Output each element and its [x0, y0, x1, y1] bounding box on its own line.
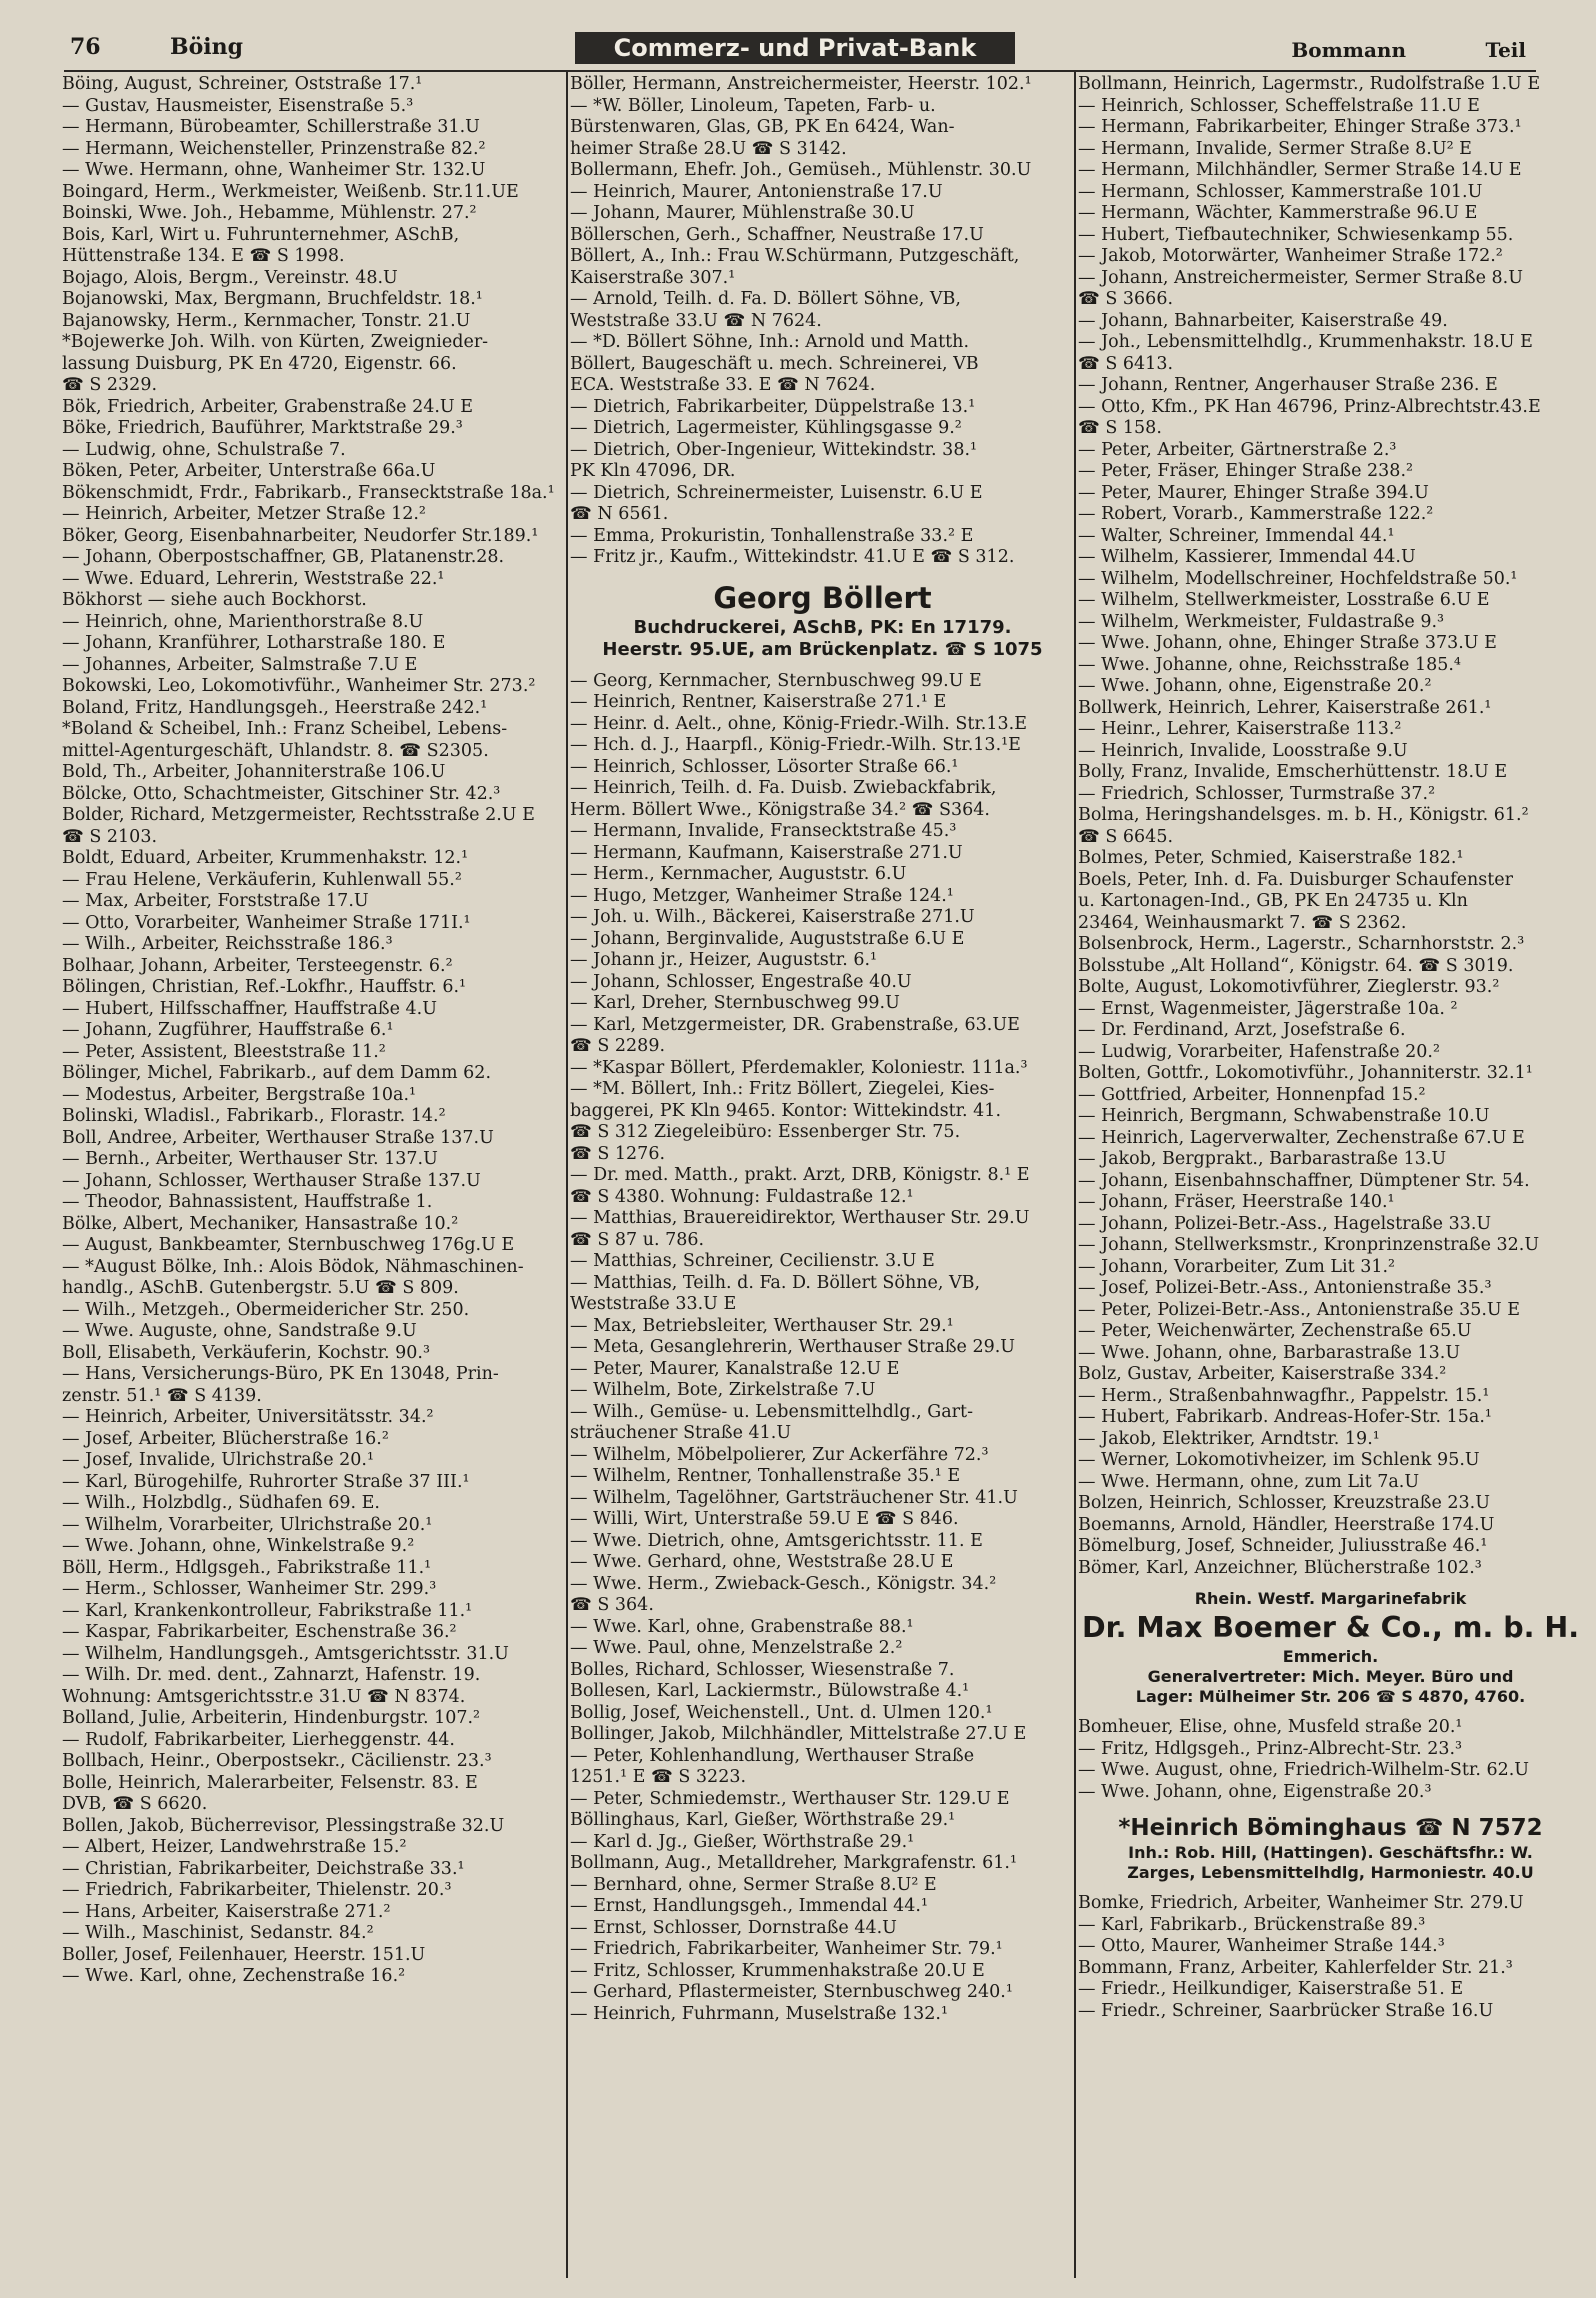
directory-entry: — Theodor, Bahnassistent, Hauffstraße 1. [62, 1192, 433, 1212]
directory-entry: Böllert, A., Inh.: Frau W.Schürmann, Putzgeschäft, [570, 246, 1020, 266]
directory-entry: ☎ S 158. [1078, 418, 1162, 438]
directory-entry: Bök, Friedrich, Arbeiter, Grabenstraße 24.U E [62, 396, 474, 417]
directory-entry: — Modestus, Arbeiter, Bergstraße 10a.¹ [62, 1084, 417, 1105]
directory-entry: ☎ S 6645. [1078, 826, 1174, 847]
directory-entry: — Hubert, Fabrikarb. Andreas-Hofer-Str. 15a.¹ [1078, 1407, 1492, 1427]
bank-banner: Commerz- und Privat-Bank [575, 32, 1015, 64]
directory-entry: — Hermann, Milchhändler, Sermer Straße 14.U E [1078, 160, 1522, 180]
directory-entry: zenstr. 51.¹ ☎ S 4139. [62, 1385, 262, 1406]
directory-entry: — Johann, Maurer, Mühlenstraße 30.U [570, 203, 915, 223]
directory-entry: *Boland & Scheibel, Inh.: Franz Scheibel, Lebens- [62, 719, 508, 739]
directory-entry: — Heinrich, Invalide, Loosstraße 9.U [1078, 740, 1408, 761]
directory-entry: — Josef, Arbeiter, Blücherstraße 16.² [62, 1428, 389, 1449]
directory-entry: — Peter, Fräser, Ehinger Straße 238.² [1078, 461, 1414, 481]
directory-entry: — Hch. d. J., Haarpfl., König-Friedr.-Wilh. Str.13.¹E [570, 735, 1021, 755]
directory-entry: — Fritz, Hdlgsgeh., Prinz-Albrecht-Str. 23.³ [1078, 1738, 1463, 1759]
directory-entry: Bollen, Jakob, Bücherrevisor, Plessingstraße 32.U [62, 1815, 505, 1836]
entry-list [1078, 1717, 1583, 1803]
directory-entry: Böker, Georg, Eisenbahnarbeiter, Neudorfer Str.189.¹ [62, 525, 539, 546]
directory-entry: ☎ S 2289. [570, 1036, 666, 1056]
directory-entry: — Heinrich, Fuhrmann, Muselstraße 132.¹ [570, 2003, 948, 2024]
directory-entry: — Kaspar, Fabrikarbeiter, Eschenstraße 36.² [62, 1622, 457, 1642]
directory-entry: Bolsstube „Alt Holland“, Königstr. 64. ☎ S 3019. [1078, 955, 1514, 976]
directory-entry: — Wwe. Karl, ohne, Zechenstraße 16.² [62, 1966, 406, 1986]
directory-entry: — Heinrich, Schlosser, Scheffelstraße 11.U E [1078, 95, 1480, 116]
right-guide-word: Bommann [1291, 38, 1406, 62]
directory-entry: ☎ S 364. [570, 1595, 654, 1615]
directory-entry: Boingard, Herm., Werkmeister, Weißenb. Str.11.UE [62, 181, 519, 202]
directory-entry: — Peter, Weichenwärter, Zechenstraße 65.U [1078, 1321, 1472, 1341]
directory-entry: Herm. Böllert Wwe., Königstraße 34.² ☎ S364. [570, 799, 990, 820]
entry-list [1078, 1893, 1583, 2022]
directory-entry: — Karl d. Jg., Gießer, Wörthstraße 29.¹ [570, 1831, 915, 1852]
directory-entry: — Max, Arbeiter, Forststraße 17.U [62, 891, 369, 911]
directory-entry: — Frau Helene, Verkäuferin, Kuhlenwall 55.² [62, 869, 462, 890]
ad-line: Rhein. Westf. Margarinefabrik [1194, 1589, 1467, 1608]
directory-entry: — Dr. med. Matth., prakt. Arzt, DRB, Königstr. 8.¹ E [570, 1165, 1030, 1185]
directory-entry: — Willi, Wirt, Unterstraße 59.U E ☎ S 846. [570, 1509, 959, 1529]
directory-entry: — Wilh., Gemüse- u. Lebensmittelhdlg., Gart- [570, 1401, 973, 1422]
directory-entry: — Wwe. Johann, ohne, Barbarastraße 13.U [1078, 1342, 1461, 1363]
directory-entry: — Ernst, Schlosser, Dornstraße 44.U [570, 1917, 897, 1938]
directory-entry: — Matthias, Brauereidirektor, Werthauser Str. 29.U [570, 1208, 1030, 1228]
directory-entry: — Matthias, Schreiner, Cecilienstr. 3.U E [570, 1251, 935, 1271]
directory-entry: — Heinrich, Lagerverwalter, Zechenstraße 67.U E [1078, 1127, 1525, 1148]
directory-entry: — Ludwig, Vorarbeiter, Hafenstraße 20.² [1078, 1041, 1440, 1062]
directory-entry: DVB, ☎ S 6620. [62, 1794, 208, 1814]
directory-entry: Boldt, Eduard, Arbeiter, Krummenhakstr. 12.¹ [62, 848, 469, 868]
directory-entry: — Bernhard, ohne, Sermer Straße 8.U² E [570, 1874, 937, 1895]
directory-entry: — Hans, Versicherungs-Büro, PK En 13048, Prin- [62, 1364, 499, 1384]
ad-company-name: Georg Böllert [713, 580, 932, 615]
directory-entry: ☎ S 2103. [62, 826, 158, 847]
directory-entry: Wohnung: Amtsgerichtsstr.e 31.U ☎ N 8374. [62, 1686, 466, 1707]
directory-entry: Boemanns, Arnold, Händler, Heerstraße 174.U [1078, 1514, 1495, 1535]
directory-entry: — Karl, Dreher, Sternbuschweg 99.U [570, 993, 900, 1013]
directory-entry: Bolles, Richard, Schlosser, Wiesenstraße 7. [570, 1659, 955, 1680]
directory-entry: Bömelburg, Josef, Schneider, Juliusstraße 46.¹ [1078, 1536, 1488, 1556]
directory-entry: — Wilh., Arbeiter, Reichsstraße 186.³ [62, 934, 393, 954]
directory-entry: — Wilhelm, Tagelöhner, Gartsträuchener Str. 41.U [570, 1487, 1018, 1508]
entry-list [62, 74, 562, 1988]
directory-entry: — Hans, Arbeiter, Kaiserstraße 271.² [62, 1901, 391, 1922]
directory-entry: — Gerhard, Pflastermeister, Sternbuschweg 240.¹ [570, 1982, 1013, 2002]
directory-entry: — Ernst, Wagenmeister, Jägerstraße 10a. ² [1078, 998, 1458, 1019]
directory-entry: — Heinrich, Teilh. d. Fa. Duisb. Zwiebackfabrik, [570, 778, 997, 798]
directory-entry: — Werner, Lokomotivheizer, im Schlenk 95.U [1078, 1450, 1480, 1470]
directory-entry: — *Kaspar Böllert, Pferdemakler, Koloniestr. 111a.³ [570, 1057, 1028, 1078]
ad-line: Zarges, Lebensmittelhdlg, Harmoniestr. 40.U [1127, 1863, 1534, 1882]
directory-entry: — Heinrich, ohne, Marienthorstraße 8.U [62, 611, 424, 632]
directory-entry: Böllert, Baugeschäft u. mech. Schreinerei, VB [570, 353, 979, 374]
directory-entry: ☎ S 4380. Wohnung: Fuldastraße 12.¹ [570, 1186, 914, 1207]
directory-entry: — Karl, Krankenkontrolleur, Fabrikstraße 11.¹ [62, 1600, 473, 1621]
directory-entry: Bollesen, Karl, Lackiermstr., Bülowstraße 4.¹ [570, 1681, 970, 1701]
directory-entry: — Walter, Schreiner, Immendal 44.¹ [1078, 525, 1395, 546]
directory-entry: Bürstenwaren, Glas, GB, PK En 6424, Wan- [570, 117, 955, 137]
directory-entry: Boll, Andree, Arbeiter, Werthauser Straße 137.U [62, 1127, 494, 1148]
directory-entry: — Heinr. d. Aelt., ohne, König-Friedr.-Wilh. Str.13.E [570, 713, 1027, 734]
directory-entry: — Johann, Berginvalide, Auguststraße 6.U E [570, 928, 965, 949]
directory-entry: Bömer, Karl, Anzeichner, Blücherstraße 102.³ [1078, 1557, 1482, 1578]
directory-entry: — Jakob, Motorwärter, Wanheimer Straße 172.² [1078, 246, 1503, 266]
directory-entry: — Wwe. Auguste, ohne, Sandstraße 9.U [62, 1321, 417, 1341]
directory-entry: Bollwerk, Heinrich, Lehrer, Kaiserstraße 261.¹ [1078, 697, 1492, 718]
directory-entry: — Johann, Oberpostschaffner, GB, Platanenstr.28. [62, 547, 505, 567]
directory-entry: Bolmes, Peter, Schmied, Kaiserstraße 182.¹ [1078, 848, 1464, 868]
directory-entry: — Johann, Bahnarbeiter, Kaiserstraße 49. [1078, 310, 1448, 331]
directory-entry: — Wwe. Herm., Zwieback-Gesch., Königstr. 34.² [570, 1573, 997, 1594]
directory-entry: — Wwe. August, ohne, Friedrich-Wilhelm-Str. 62.U [1078, 1760, 1530, 1780]
directory-entry: — Peter, Maurer, Ehinger Straße 394.U [1078, 482, 1429, 503]
directory-entry: — Arnold, Teilh. d. Fa. D. Böllert Söhne, VB, [570, 289, 961, 309]
ad-line: Buchdruckerei, ASchB, PK: En 17179. [633, 616, 1012, 638]
directory-entry: — Otto, Vorarbeiter, Wanheimer Straße 171I.¹ [62, 912, 471, 933]
directory-entry: — Jakob, Elektriker, Arndtstr. 19.¹ [1078, 1428, 1380, 1449]
directory-entry: — Hermann, Wächter, Kammerstraße 96.U E [1078, 203, 1478, 223]
directory-entry: Bollmann, Aug., Metalldreher, Markgrafenstr. 61.¹ [570, 1853, 1017, 1873]
directory-entry: Bollermann, Ehefr. Joh., Gemüseh., Mühlenstr. 30.U [570, 160, 1032, 180]
directory-entry: — Dr. Ferdinand, Arzt, Josefstraße 6. [1078, 1020, 1406, 1040]
directory-entry: ☎ N 6561. [570, 504, 669, 524]
directory-entry: — Hermann, Fabrikarbeiter, Ehinger Straße 373.¹ [1078, 117, 1522, 137]
advertisement-boellert [570, 579, 1075, 661]
directory-entry: — Ludwig, ohne, Schulstraße 7. [62, 439, 346, 460]
directory-entry: — Dietrich, Fabrikarbeiter, Düppelstraße 13.¹ [570, 396, 976, 417]
part-label: Teil [1485, 38, 1526, 62]
directory-entry: Böllerschen, Gerh., Schaffner, Neustraße 17.U [570, 224, 984, 245]
directory-entry: — *D. Böllert Söhne, Inh.: Arnold und Matth. [570, 332, 970, 352]
directory-entry: — Wwe. Gerhard, ohne, Weststraße 28.U E [570, 1552, 954, 1572]
directory-entry: Bölingen, Christian, Ref.-Lokfhr., Hauffstr. 6.¹ [62, 977, 467, 997]
directory-entry: Böllinghaus, Karl, Gießer, Wörthstraße 29.¹ [570, 1810, 956, 1830]
directory-entry: u. Kartonagen-Ind., GB, PK En 24735 u. Kln [1078, 891, 1468, 911]
directory-entry: Kaiserstraße 307.¹ [570, 267, 736, 288]
directory-entry: — Dietrich, Schreinermeister, Luisenstr. 6.U E [570, 482, 983, 503]
directory-entry: Bajanowsky, Herm., Kernmacher, Tonstr. 21.U [62, 310, 471, 331]
directory-entry: — Wilh. Dr. med. dent., Zahnarzt, Hafenstr. 19. [62, 1665, 481, 1685]
directory-entry: Bomke, Friedrich, Arbeiter, Wanheimer Str. 279.U [1078, 1893, 1524, 1913]
directory-entry: — Bernh., Arbeiter, Werthauser Str. 137.U [62, 1149, 438, 1169]
directory-entry: ☎ S 2329. [62, 375, 158, 395]
directory-entry: — Wwe. Paul, ohne, Menzelstraße 2.² [570, 1638, 903, 1658]
directory-entry: Boll, Elisabeth, Verkäuferin, Kochstr. 90.³ [62, 1342, 430, 1363]
directory-entry: — Wilhelm, Vorarbeiter, Ulrichstraße 20.¹ [62, 1514, 433, 1535]
directory-entry: Bolsenbrock, Herm., Lagerstr., Scharnhorststr. 2.³ [1078, 934, 1525, 954]
directory-entry: — Fritz jr., Kaufm., Wittekindstr. 41.U E ☎ S 312. [570, 547, 1015, 567]
directory-entry: — *M. Böllert, Inh.: Fritz Böllert, Ziegelei, Kies- [570, 1079, 995, 1099]
directory-entry: — Hermann, Invalide, Fransecktstraße 45.³ [570, 821, 957, 841]
directory-entry: — Heinrich, Bergmann, Schwabenstraße 10.U [1078, 1106, 1490, 1126]
directory-entry: — Karl, Metzgermeister, DR. Grabenstraße, 63.UE [570, 1014, 1020, 1035]
directory-entry: Bollbach, Heinr., Oberpostsekr., Cäcilienstr. 23.³ [62, 1751, 492, 1771]
directory-entry: — Wwe. Hermann, ohne, Wanheimer Str. 132.U [62, 160, 486, 180]
directory-entry: — Hubert, Tiefbautechniker, Schwiesenkamp 55. [1078, 224, 1514, 245]
directory-entry: — Johann, Anstreichermeister, Sermer Straße 8.U [1078, 267, 1523, 288]
directory-entry: Bolzen, Heinrich, Schlosser, Kreuzstraße 23.U [1078, 1493, 1490, 1513]
directory-entry: ☎ S 6413. [1078, 353, 1174, 374]
entry-list [1078, 74, 1583, 1579]
directory-entry: Bojago, Alois, Bergm., Vereinstr. 48.U [62, 267, 398, 288]
directory-entry: — Max, Betriebsleiter, Werthauser Str. 29.¹ [570, 1315, 954, 1336]
directory-entry: Bold, Th., Arbeiter, Johanniterstraße 106.U [62, 762, 446, 782]
directory-entry: — Herm., Straßenbahnwagfhr., Pappelstr. 15.¹ [1078, 1385, 1490, 1406]
directory-entry: — Heinrich, Schlosser, Lösorter Straße 66.¹ [570, 756, 959, 777]
page-number: 76 [70, 34, 101, 60]
directory-entry: — Friedr., Heilkundiger, Kaiserstraße 51. E [1078, 1979, 1464, 1999]
directory-entry: PK Kln 47096, DR. [570, 461, 736, 481]
directory-entry: — Friedrich, Fabrikarbeiter, Wanheimer Str. 79.¹ [570, 1939, 1003, 1959]
directory-entry: — Heinrich, Arbeiter, Metzer Straße 12.² [62, 504, 426, 524]
directory-entry: — Dietrich, Lagermeister, Kühlingsgasse 9.² [570, 418, 962, 438]
directory-entry: — Karl, Bürogehilfe, Ruhrorter Straße 37 III.¹ [62, 1471, 470, 1492]
directory-entry: — Hermann, Kaufmann, Kaiserstraße 271.U [570, 842, 963, 863]
directory-entry: — Robert, Vorarb., Kammerstraße 122.² [1078, 504, 1434, 524]
directory-entry: — Peter, Schmiedemstr., Werthauser Str. 129.U E [570, 1788, 1010, 1809]
directory-entry: — Johannes, Arbeiter, Salmstraße 7.U E [62, 654, 418, 675]
directory-entry: ☎ S 87 u. 786. [570, 1229, 705, 1250]
directory-entry: — Wwe. Johann, ohne, Ehinger Straße 373.U E [1078, 633, 1497, 653]
directory-entry: — Johann jr., Heizer, Auguststr. 6.¹ [570, 950, 878, 970]
directory-entry: heimer Straße 28.U ☎ S 3142. [570, 138, 847, 159]
directory-entry: 1251.¹ E ☎ S 3223. [570, 1767, 747, 1787]
directory-entry: Böke, Friedrich, Bauführer, Marktstraße 29.³ [62, 418, 463, 438]
advertisement-boemer [1078, 1589, 1583, 1707]
directory-entry: 23464, Weinhausmarkt 7. ☎ S 2362. [1078, 912, 1407, 933]
directory-entry: — Heinrich, Maurer, Antonienstraße 17.U [570, 181, 943, 202]
directory-entry: Boels, Peter, Inh. d. Fa. Duisburger Schaufenster [1078, 869, 1513, 890]
directory-entry: — Dietrich, Ober-Ingenieur, Wittekindstr. 38.¹ [570, 439, 978, 460]
directory-entry: — Johann, Schlosser, Werthauser Straße 137.U [62, 1170, 481, 1191]
directory-entry: — Hugo, Metzger, Wanheimer Straße 124.¹ [570, 885, 954, 906]
directory-entry: — Otto, Maurer, Wanheimer Straße 144.³ [1078, 1936, 1445, 1956]
directory-entry: — Heinrich, Rentner, Kaiserstraße 271.¹ E [570, 692, 947, 712]
directory-entry: Bolten, Gottfr., Lokomotivführ., Johanniterstr. 32.1¹ [1078, 1063, 1533, 1083]
directory-entry: — Wilh., Maschinist, Sedanstr. 84.² [62, 1923, 374, 1943]
directory-entry: — Wwe. Johann, ohne, Eigenstraße 20.³ [1078, 1781, 1432, 1802]
directory-entry: — Joh., Lebensmittelhdlg., Krummenhakstr. 18.U E [1078, 332, 1533, 352]
directory-entry: Bolly, Franz, Invalide, Emscherhüttenstr. 18.U E [1078, 762, 1508, 782]
ad-line: Generalvertreter: Mich. Meyer. Büro und [1147, 1667, 1514, 1686]
directory-entry: — Hermann, Invalide, Sermer Straße 8.U² E [1078, 138, 1472, 159]
directory-entry: Böll, Herm., Hdlgsgeh., Fabrikstraße 11.¹ [62, 1557, 432, 1578]
directory-entry: Bolte, August, Lokomotivführer, Zieglerstr. 93.² [1078, 977, 1500, 997]
directory-entry: Bolder, Richard, Metzgermeister, Rechtsstraße 2.U E [62, 805, 535, 825]
directory-entry: — Wwe. Eduard, Lehrerin, Weststraße 22.¹ [62, 568, 445, 589]
directory-entry: Weststraße 33.U E [570, 1294, 737, 1314]
directory-entry: — Matthias, Teilh. d. Fa. D. Böllert Söhne, VB, [570, 1272, 981, 1293]
directory-entry: lassung Duisburg, PK En 4720, Eigenstr. 66. [62, 353, 457, 374]
ad-company-name: Dr. Max Boemer & Co., m. b. H. [1081, 1611, 1580, 1644]
column-2 [570, 74, 1075, 2280]
directory-entry: — Heinr., Lehrer, Kaiserstraße 113.² [1078, 719, 1402, 739]
directory-entry: — Christian, Fabrikarbeiter, Deichstraße 33.¹ [62, 1858, 465, 1879]
directory-entry: — Friedrich, Fabrikarbeiter, Thielenstr. 20.³ [62, 1880, 452, 1900]
directory-entry: — Wwe. Hermann, ohne, zum Lit 7a.U [1078, 1471, 1420, 1492]
directory-entry: — Fritz, Schlosser, Krummenhakstraße 20.U E [570, 1960, 985, 1981]
directory-entry: Bölinger, Michel, Fabrikarb., auf dem Damm 62. [62, 1063, 492, 1083]
directory-entry: — Meta, Gesanglehrerin, Werthauser Straße 29.U [570, 1337, 1016, 1357]
directory-entry: — Friedrich, Schlosser, Turmstraße 37.² [1078, 783, 1436, 804]
directory-entry: — Emma, Prokuristin, Tonhallenstraße 33.² E [570, 525, 974, 546]
directory-entry: — Wilhelm, Werkmeister, Fuldastraße 9.³ [1078, 611, 1445, 632]
page-header [60, 28, 1536, 68]
directory-entry: Böller, Hermann, Anstreichermeister, Heerstr. 102.¹ [570, 74, 1032, 94]
directory-entry: — Jakob, Bergprakt., Barbarastraße 13.U [1078, 1149, 1447, 1169]
directory-entry: Bollig, Josef, Weichenstell., Unt. d. Ulmen 120.¹ [570, 1702, 993, 1723]
directory-entry: — Wilhelm, Modellschreiner, Hochfeldstraße 50.¹ [1078, 568, 1518, 589]
directory-entry: *Bojewerke Joh. Wilh. von Kürten, Zweignieder- [62, 332, 489, 352]
directory-entry: — Peter, Polizei-Betr.-Ass., Antonienstraße 35.U E [1078, 1299, 1521, 1320]
directory-entry: — Johann, Fräser, Heerstraße 140.¹ [1078, 1192, 1395, 1212]
directory-entry: — Hermann, Bürobeamter, Schillerstraße 31.U [62, 117, 480, 137]
directory-entry: — Wilh., Metzgeh., Obermeidericher Str. 250. [62, 1299, 470, 1320]
directory-entry: — Johann, Zugführer, Hauffstraße 6.¹ [62, 1020, 394, 1040]
directory-entry: — Johann, Rentner, Angerhauser Straße 236. E [1078, 375, 1498, 395]
ad-line: Emmerich. [1282, 1647, 1379, 1666]
directory-entry: — Peter, Assistent, Bleeststraße 11.² [62, 1041, 386, 1062]
directory-entry: — Georg, Kernmacher, Sternbuschweg 99.U E [570, 670, 982, 691]
directory-entry: — Wwe. Johann, ohne, Winkelstraße 9.² [62, 1536, 415, 1556]
column-divider [566, 70, 568, 2278]
directory-entry: Boller, Josef, Feilenhauer, Heerstr. 151.U [62, 1944, 426, 1965]
directory-entry: — Peter, Maurer, Kanalstraße 12.U E [570, 1358, 900, 1379]
directory-entry: — Ernst, Handlungsgeh., Immendal 44.¹ [570, 1896, 928, 1916]
directory-entry: Bollmann, Heinrich, Lagermstr., Rudolfstraße 1.U E [1078, 74, 1541, 94]
directory-entry: ☎ S 3666. [1078, 289, 1174, 309]
directory-entry: — Wwe. Johann, ohne, Eigenstraße 20.² [1078, 676, 1432, 696]
directory-entry: Bokowski, Leo, Lokomotivführ., Wanheimer Str. 273.² [62, 676, 536, 696]
directory-entry: Bollinger, Jakob, Milchhändler, Mittelstraße 27.U E [570, 1724, 1027, 1744]
directory-entry: ☎ S 312 Ziegeleibüro: Essenberger Str. 75. [570, 1122, 961, 1142]
directory-entry: Böing, August, Schreiner, Oststraße 17.¹ [62, 74, 423, 94]
directory-entry: — Johann, Kranführer, Lotharstraße 180. E [62, 633, 446, 653]
directory-entry: ☎ S 1276. [570, 1143, 666, 1164]
directory-entry: Bökhorst — siehe auch Bockhorst. [62, 590, 367, 610]
directory-entry: Bois, Karl, Wirt u. Fuhrunternehmer, ASchB, [62, 224, 460, 245]
directory-entry: Bölcke, Otto, Schachtmeister, Gitschiner Str. 42.³ [62, 783, 501, 804]
directory-entry: — Peter, Arbeiter, Gärtnerstraße 2.³ [1078, 439, 1397, 460]
directory-entry: Bölke, Albert, Mechaniker, Hansastraße 10.² [62, 1213, 459, 1234]
left-guide-word: Böing [170, 34, 244, 60]
directory-entry: — Johann, Eisenbahnschaffner, Dümptener Str. 54. [1078, 1170, 1530, 1191]
directory-entry: Bolhaar, Johann, Arbeiter, Tersteegenstr. 6.² [62, 955, 453, 976]
directory-entry: — Johann, Schlosser, Engestraße 40.U [570, 971, 912, 992]
entry-list [570, 671, 1075, 2026]
directory-entry: — Hermann, Schlosser, Kammerstraße 101.U [1078, 181, 1483, 202]
directory-entry: Bolz, Gustav, Arbeiter, Kaiserstraße 334.² [1078, 1364, 1447, 1384]
directory-entry: Böken, Peter, Arbeiter, Unterstraße 66a.U [62, 461, 436, 481]
directory-entry: — Karl, Fabrikarb., Brückenstraße 89.³ [1078, 1914, 1426, 1935]
directory-entry: Bolinski, Wladisl., Fabrikarb., Florastr. 14.² [62, 1106, 446, 1126]
ad-line: Lager: Mülheimer Str. 206 ☎ S 4870, 4760. [1135, 1687, 1526, 1706]
column-1 [62, 74, 562, 2280]
directory-entry: — Wwe. Dietrich, ohne, Amtsgerichtsstr. 11. E [570, 1530, 983, 1551]
directory-entry: — Wwe. Karl, ohne, Grabenstraße 88.¹ [570, 1616, 914, 1637]
directory-entry: Boland, Fritz, Handlungsgeh., Heerstraße 242.¹ [62, 697, 488, 718]
directory-entry: Bomheuer, Elise, ohne, Musfeld straße 20.¹ [1078, 1717, 1463, 1737]
header-rule [64, 70, 1536, 72]
directory-entry: — Wilhelm, Stellwerkmeister, Losstraße 6.U E [1078, 590, 1490, 610]
directory-entry: — Wilhelm, Kassierer, Immendal 44.U [1078, 547, 1416, 567]
directory-entry: Weststraße 33.U ☎ N 7624. [570, 310, 822, 331]
directory-entry: — Albert, Heizer, Landwehrstraße 15.² [62, 1837, 407, 1857]
directory-entry: — Rudolf, Fabrikarbeiter, Lierheggenstr. 44. [62, 1729, 455, 1750]
directory-entry: — *August Bölke, Inh.: Alois Bödok, Nähmaschinen- [62, 1256, 524, 1277]
directory-entry: — Wilhelm, Bote, Zirkelstraße 7.U [570, 1380, 876, 1400]
directory-entry: ECA. Weststraße 33. E ☎ N 7624. [570, 375, 876, 395]
directory-entry: — Peter, Kohlenhandlung, Werthauser Straße [570, 1745, 975, 1766]
advertisement-boeminghaus [1078, 1813, 1583, 1883]
column-3 [1078, 74, 1583, 2280]
directory-entry: — August, Bankbeamter, Sternbuschweg 176g.U E [62, 1235, 515, 1255]
entry-list [570, 74, 1075, 569]
directory-entry: — Johann, Stellwerksmstr., Kronprinzenstraße 32.U [1078, 1235, 1540, 1255]
directory-entry: Hüttenstraße 134. E ☎ S 1998. [62, 246, 345, 266]
directory-entry: baggerei, PK Kln 9465. Kontor: Wittekindstr. 41. [570, 1100, 1002, 1121]
directory-entry: handlg., ASchB. Gutenbergstr. 5.U ☎ S 809. [62, 1278, 459, 1298]
directory-entry: mittel-Agenturgeschäft, Uhlandstr. 8. ☎ S2305. [62, 740, 489, 761]
directory-entry: Boinski, Wwe. Joh., Hebamme, Mühlenstr. 27.² [62, 203, 477, 223]
directory-entry: — Otto, Kfm., PK Han 46796, Prinz-Albrechtstr.43.E [1078, 396, 1541, 417]
directory-entry: — Wilhelm, Möbelpolierer, Zur Ackerfähre 72.³ [570, 1444, 989, 1465]
directory-entry: — Wilhelm, Handlungsgeh., Amtsgerichtsstr. 31.U [62, 1643, 509, 1664]
directory-entry: — Josef, Invalide, Ulrichstraße 20.¹ [62, 1450, 374, 1470]
directory-entry: — Hubert, Hilfsschaffner, Hauffstraße 4.U [62, 998, 437, 1019]
directory-entry: — Wilh., Holzbdlg., Südhafen 69. E. [62, 1493, 380, 1513]
directory-entry: Bolma, Heringshandelsges. m. b. H., Königstr. 61.² [1078, 805, 1529, 825]
directory-entry: — Wwe. Johanne, ohne, Reichsstraße 185.⁴ [1078, 654, 1461, 675]
directory-entry: Bolland, Julie, Arbeiterin, Hindenburgstr. 107.² [62, 1708, 481, 1728]
directory-entry: — Josef, Polizei-Betr.-Ass., Antonienstraße 35.³ [1078, 1278, 1492, 1298]
directory-entry: Bolle, Heinrich, Malerarbeiter, Felsenstr. 83. E [62, 1772, 478, 1793]
ad-line: Inh.: Rob. Hill, (Hattingen). Geschäftsfhr.: W. [1128, 1843, 1533, 1862]
directory-entry: — Friedr., Schreiner, Saarbrücker Straße 16.U [1078, 2000, 1494, 2021]
directory-entry: Bökenschmidt, Frdr., Fabrikarb., Fransecktstraße 18a.¹ [62, 482, 555, 503]
directory-entry: — Hermann, Weichensteller, Prinzenstraße 82.² [62, 138, 486, 159]
directory-entry: — Wilhelm, Rentner, Tonhallenstraße 35.¹ E [570, 1466, 961, 1486]
ad-line: Heerstr. 95.UE, am Brückenplatz. ☎ S 1075 [602, 638, 1043, 660]
directory-entry: — Johann, Vorarbeiter, Zum Lit 31.² [1078, 1256, 1396, 1277]
directory-entry: Bommann, Franz, Arbeiter, Kahlerfelder Str. 21.³ [1078, 1957, 1513, 1978]
directory-entry: Bojanowski, Max, Bergmann, Bruchfeldstr. 18.¹ [62, 289, 483, 309]
directory-entry: — Herm., Schlosser, Wanheimer Str. 299.³ [62, 1579, 437, 1599]
directory-entry: — Gottfried, Arbeiter, Honnenpfad 15.² [1078, 1084, 1426, 1105]
directory-entry: — Heinrich, Arbeiter, Universitätsstr. 34.² [62, 1407, 434, 1427]
directory-entry: — Herm., Kernmacher, Auguststr. 6.U [570, 864, 907, 884]
directory-entry: — Gustav, Hausmeister, Eisenstraße 5.³ [62, 95, 414, 116]
directory-entry: sträuchener Straße 41.U [570, 1423, 792, 1443]
directory-entry: — Johann, Polizei-Betr.-Ass., Hagelstraße 33.U [1078, 1213, 1492, 1234]
ad-company-name: *Heinrich Böminghaus ☎ N 7572 [1118, 1815, 1543, 1841]
directory-entry: — *W. Böller, Linoleum, Tapeten, Farb- u. [570, 95, 936, 116]
directory-entry: — Joh. u. Wilh., Bäckerei, Kaiserstraße 271.U [570, 907, 975, 927]
